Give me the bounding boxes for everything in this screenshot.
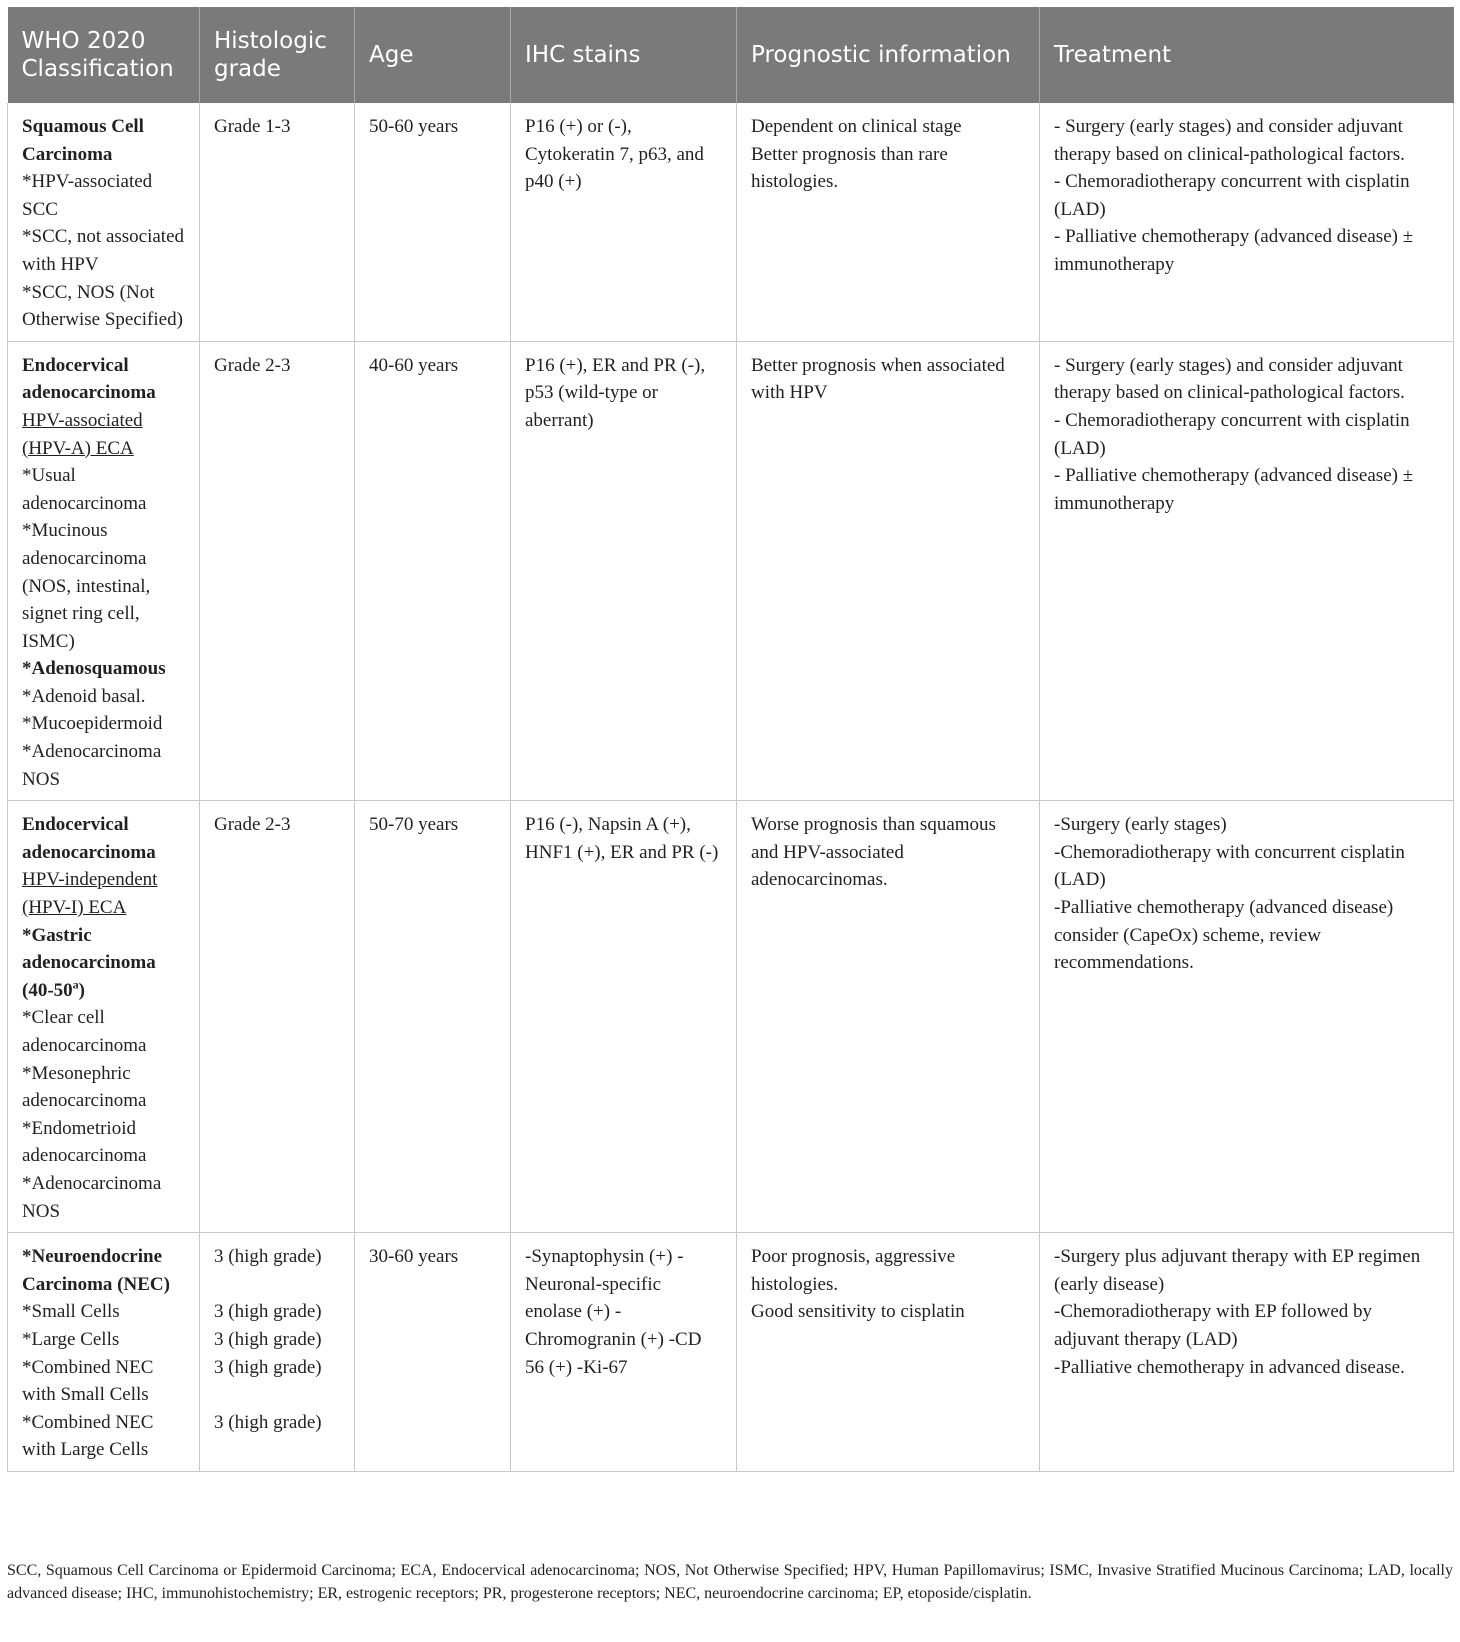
- classification-text: *Small Cells: [22, 1301, 120, 1323]
- classification-item: [22, 1243, 185, 1298]
- cell-classification: [8, 341, 200, 801]
- classification-text: *Combined NEC with Large Cells: [22, 1411, 154, 1461]
- footnote-marker: a: [72, 977, 79, 992]
- table-row: [8, 103, 1454, 341]
- classification-text: *Neuroendocrine Carcinoma (NEC): [22, 1246, 170, 1295]
- cell-classification: [8, 103, 200, 341]
- classification-item: [22, 738, 185, 793]
- classification-text: *HPV-associated SCC: [22, 171, 153, 220]
- classification-item: [22, 922, 185, 1005]
- header-age: Age: [355, 7, 511, 103]
- table-container: [7, 7, 1453, 1472]
- classification-text: *SCC, NOS (Not Otherwise Specified): [22, 281, 183, 331]
- classification-item: [22, 866, 185, 921]
- prognosis-line: Worse prognosis than squamous and HPV-associated adenocarcinomas.: [751, 814, 996, 891]
- cell-age: 40-60 years: [355, 341, 511, 801]
- classification-item: [22, 462, 185, 517]
- classification-item: [22, 1060, 185, 1115]
- classification-item: [22, 517, 185, 655]
- classification-item: [22, 279, 185, 334]
- treatment-line: -Chemoradiotherapy with concurrent cisplatin (LAD): [1054, 841, 1405, 891]
- treatment-line: - Palliative chemotherapy (advanced disease) ± immunotherapy: [1054, 465, 1414, 514]
- classification-item: [22, 113, 185, 168]
- table-row: [8, 1233, 1454, 1472]
- treatment-line: - Surgery (early stages) and consider adjuvant therapy based on clinical-pathological factors.: [1054, 116, 1405, 165]
- cell-prognosis: [737, 801, 1040, 1233]
- classification-text: *Adenoid basal.: [22, 685, 146, 707]
- classification-item: [22, 1170, 185, 1225]
- treatment-line: -Surgery plus adjuvant therapy with EP regimen (early disease): [1054, 1246, 1421, 1295]
- cell-ihc: -Synaptophysin (+) -Neuronal-specific enolase (+) -Chromogranin (+) -CD 56 (+) -Ki-67: [511, 1233, 737, 1472]
- classification-text: *SCC, not associated with HPV: [22, 226, 185, 275]
- cell-age: 50-70 years: [355, 801, 511, 1233]
- treatment-line: - Surgery (early stages) and consider adjuvant therapy based on clinical-pathological factors.: [1054, 354, 1405, 404]
- classification-text: *Mucinous adenocarcinoma (NOS, intestinal, signet ring cell, ISMC): [22, 520, 151, 652]
- classification-item: [22, 655, 185, 683]
- classification-text: *Clear cell adenocarcinoma: [22, 1007, 147, 1056]
- cell-prognosis: [737, 1233, 1040, 1472]
- table-footnote: SCC, Squamous Cell Carcinoma or Epidermoid Carcinoma; ECA, Endocervical adenocarcinoma; NOS, Not Otherwise Specified; HPV, Human Papillomavirus; ISMC, Invasive Stratified Mucinous Carcinoma; LAD, locally advanced disease; IHC, immunohistochemistry; ER, estrogenic receptors; PR, progesterone receptors; NEC, neuroendocrine carcinoma; EP, etoposide/cisplatin.: [7, 1562, 1453, 1602]
- cell-treatment: [1040, 801, 1454, 1233]
- header-row: [8, 7, 1454, 103]
- prognosis-line: Poor prognosis, aggressive histologies.: [751, 1246, 956, 1295]
- cell-treatment: [1040, 341, 1454, 801]
- grade-value: Grade 2-3: [214, 354, 291, 376]
- prognosis-line: Good sensitivity to cisplatin: [751, 1301, 965, 1323]
- classification-item: [22, 1298, 185, 1326]
- prognosis-line: Dependent on clinical stage: [751, 116, 962, 137]
- header-classification: WHO 2020 Classification: [8, 7, 200, 103]
- grade-value: Grade 2-3: [214, 814, 291, 836]
- cell-age: 30-60 years: [355, 1233, 511, 1472]
- classification-table: [7, 7, 1454, 1472]
- cell-prognosis: [737, 341, 1040, 801]
- prognosis-line: Better prognosis than rare histologies.: [751, 143, 948, 193]
- classification-text: *Mesonephric adenocarcinoma: [22, 1062, 147, 1112]
- grade-value: 3 (high grade): [214, 1246, 322, 1268]
- cell-ihc: P16 (-), Napsin A (+), HNF1 (+), ER and PR (-): [511, 801, 737, 1233]
- classification-item: [22, 352, 185, 407]
- classification-text-after: ): [78, 979, 85, 1001]
- grade-spacer: [214, 1271, 340, 1299]
- classification-item: [22, 168, 185, 223]
- treatment-line: -Chemoradiotherapy with EP followed by adjuvant therapy (LAD): [1054, 1301, 1373, 1350]
- classification-item: [22, 223, 185, 278]
- cell-ihc: P16 (+) or (-), Cytokeratin 7, p63, and p40 (+): [511, 103, 737, 341]
- classification-item: [22, 407, 185, 462]
- classification-item: [22, 1115, 185, 1170]
- grade-value: Grade 1-3: [214, 116, 291, 137]
- classification-text: *Endometrioid adenocarcinoma: [22, 1117, 147, 1167]
- header-treatment: Treatment: [1040, 7, 1454, 103]
- cell-ihc: P16 (+), ER and PR (-), p53 (wild-type or aberrant): [511, 341, 737, 801]
- cell-classification: [8, 801, 200, 1233]
- classification-item: [22, 1354, 185, 1409]
- classification-text: HPV-independent (HPV-I) ECA: [22, 869, 158, 919]
- classification-item: [22, 710, 185, 738]
- cell-classification: [8, 1233, 200, 1472]
- classification-text: Endocervical adenocarcinoma: [22, 354, 156, 404]
- classification-text: *Mucoepidermoid: [22, 713, 163, 735]
- treatment-line: - Chemoradiotherapy concurrent with cisplatin (LAD): [1054, 409, 1410, 459]
- cell-treatment: [1040, 103, 1454, 341]
- classification-text: *Gastric adenocarcinoma (40-50: [22, 924, 156, 1001]
- header-grade: Histologic grade: [200, 7, 355, 103]
- treatment-line: - Chemoradiotherapy concurrent with cisplatin (LAD): [1054, 171, 1410, 220]
- grade-value: 3 (high grade): [214, 1328, 322, 1350]
- classification-item: [22, 1409, 185, 1464]
- classification-item: [22, 1004, 185, 1059]
- header-ihc: IHC stains: [511, 7, 737, 103]
- cell-treatment: [1040, 1233, 1454, 1472]
- classification-text: *Combined NEC with Small Cells: [22, 1356, 154, 1406]
- classification-text: *Usual adenocarcinoma: [22, 465, 147, 514]
- cell-grade: [200, 341, 355, 801]
- classification-text: *Adenocarcinoma NOS: [22, 1172, 162, 1222]
- classification-text: *Large Cells: [22, 1328, 120, 1350]
- classification-text: Endocervical adenocarcinoma: [22, 814, 156, 863]
- cell-grade: [200, 801, 355, 1233]
- cell-grade: [200, 103, 355, 341]
- table-row: [8, 801, 1454, 1233]
- cell-prognosis: [737, 103, 1040, 341]
- grade-value: 3 (high grade): [214, 1301, 322, 1323]
- treatment-line: -Surgery (early stages): [1054, 814, 1227, 836]
- cell-grade: [200, 1233, 355, 1472]
- prognosis-line: Better prognosis when associated with HPV: [751, 354, 1005, 404]
- grade-spacer: [214, 1381, 340, 1409]
- classification-item: [22, 811, 185, 866]
- classification-text: *Adenosquamous: [22, 658, 166, 680]
- treatment-line: - Palliative chemotherapy (advanced disease) ± immunotherapy: [1054, 226, 1414, 275]
- grade-value: 3 (high grade): [214, 1411, 322, 1433]
- treatment-line: -Palliative chemotherapy in advanced disease.: [1054, 1356, 1405, 1378]
- classification-item: [22, 683, 185, 711]
- classification-text: Squamous Cell Carcinoma: [22, 116, 144, 165]
- table-row: [8, 341, 1454, 801]
- cell-age: 50-60 years: [355, 103, 511, 341]
- grade-value: 3 (high grade): [214, 1356, 322, 1378]
- header-prognosis: Prognostic information: [737, 7, 1040, 103]
- classification-text: *Adenocarcinoma NOS: [22, 741, 162, 790]
- classification-item: [22, 1326, 185, 1354]
- classification-text: HPV-associated (HPV-A) ECA: [22, 409, 143, 459]
- treatment-line: -Palliative chemotherapy (advanced disease) consider (CapeOx) scheme, review recommendations.: [1054, 897, 1394, 974]
